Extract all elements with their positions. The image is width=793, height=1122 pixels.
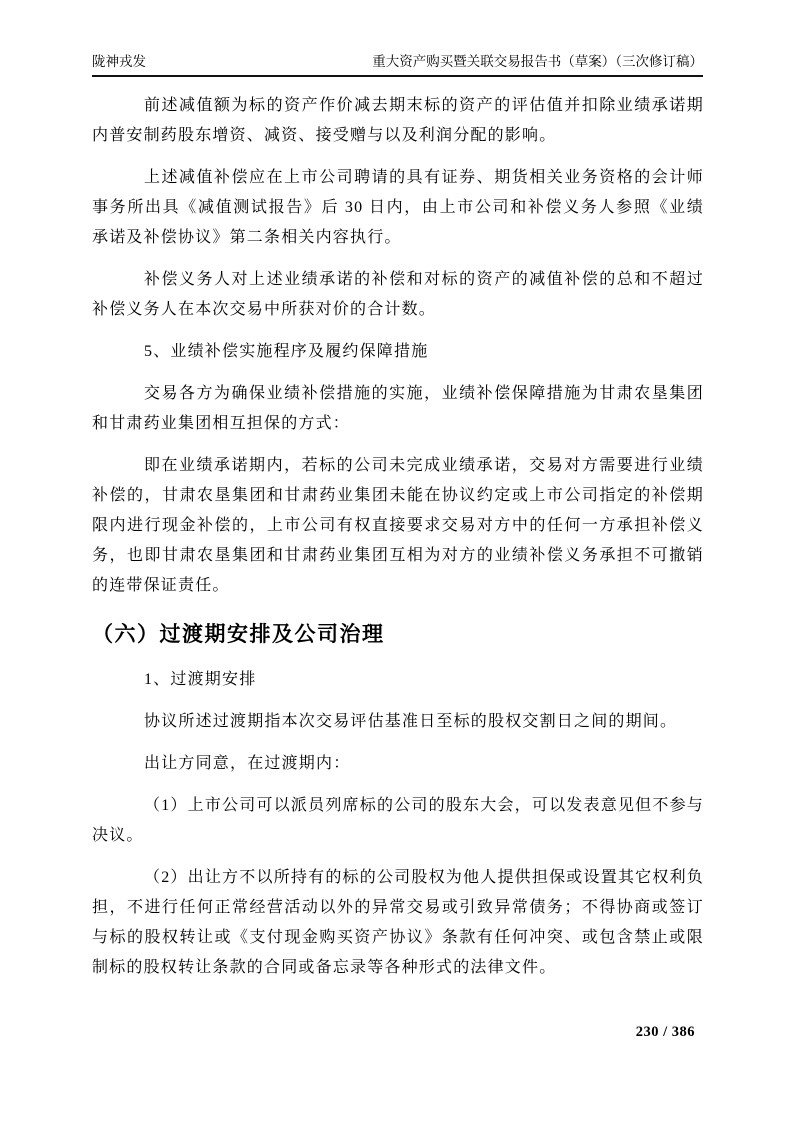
numbered-heading: 1、过渡期安排 xyxy=(144,671,257,688)
paragraph: 出让方同意，在过渡期内： xyxy=(144,755,351,772)
header-rule xyxy=(92,75,703,77)
paragraph: （1）上市公司可以派员列席标的公司的股东大会，可以发表意见但不参与决议。 xyxy=(92,797,704,844)
paragraph: 补偿义务人对上述业绩承诺的补偿和对标的资产的减值补偿的总和不超过补偿义务人在本次交易中所获对价的合计数。 xyxy=(92,271,704,318)
section-heading: （六）过渡期安排及公司治理 xyxy=(92,623,385,646)
numbered-heading: 5、业绩补偿实施程序及履约保障措施 xyxy=(144,343,429,360)
header-right-text: 重大资产购买暨关联交易报告书（草案）（三次修订稿） xyxy=(372,54,703,69)
paragraph: 上述减值补偿应在上市公司聘请的具有证券、期货相关业务资格的会计师事务所出具《减值测试报告》后 30 日内，由上市公司和补偿义务人参照《业绩承诺及补偿协议》第二条相关内容执行。 xyxy=(92,169,704,246)
page-header xyxy=(92,54,703,74)
paragraph: （2）出让方不以所持有的标的公司股权为他人提供担保或设置其它权利负担，不进行任何正常经营活动以外的异常交易或引致异常债务；不得协商或签订与标的股权转让或《支付现金购买资产协议》条款有任何冲突、或包含禁止或限制标的股权转让条款的合同或备忘录等各种形式的法律文件。 xyxy=(92,869,704,976)
paragraph: 交易各方为确保业绩补偿措施的实施，业绩补偿保障措施为甘肃农垦集团和甘肃药业集团相互担保的方式： xyxy=(92,385,704,432)
paragraph: 前述减值额为标的资产作价减去期末标的资产的评估值并扣除业绩承诺期内普安制药股东增资、减资、接受赠与以及利润分配的影响。 xyxy=(92,97,704,144)
paragraph: 即在业绩承诺期内，若标的公司未完成业绩承诺，交易对方需要进行业绩补偿的，甘肃农垦集团和甘肃药业集团未能在协议约定或上市公司指定的补偿期限内进行现金补偿的，上市公司有权直接要求交易对方中的任何一方承担补偿义务，也即甘肃农垦集团和甘肃药业集团互相为对方的业绩补偿义务承担不可撤销的连带保证责任。 xyxy=(92,457,704,594)
paragraph: 协议所述过渡期指本次交易评估基准日至标的股权交割日之间的期间。 xyxy=(144,713,678,730)
page-number: 230 / 386 xyxy=(635,1024,695,1040)
document-body xyxy=(92,91,704,995)
header-left-text: 陇神戎发 xyxy=(92,54,146,69)
